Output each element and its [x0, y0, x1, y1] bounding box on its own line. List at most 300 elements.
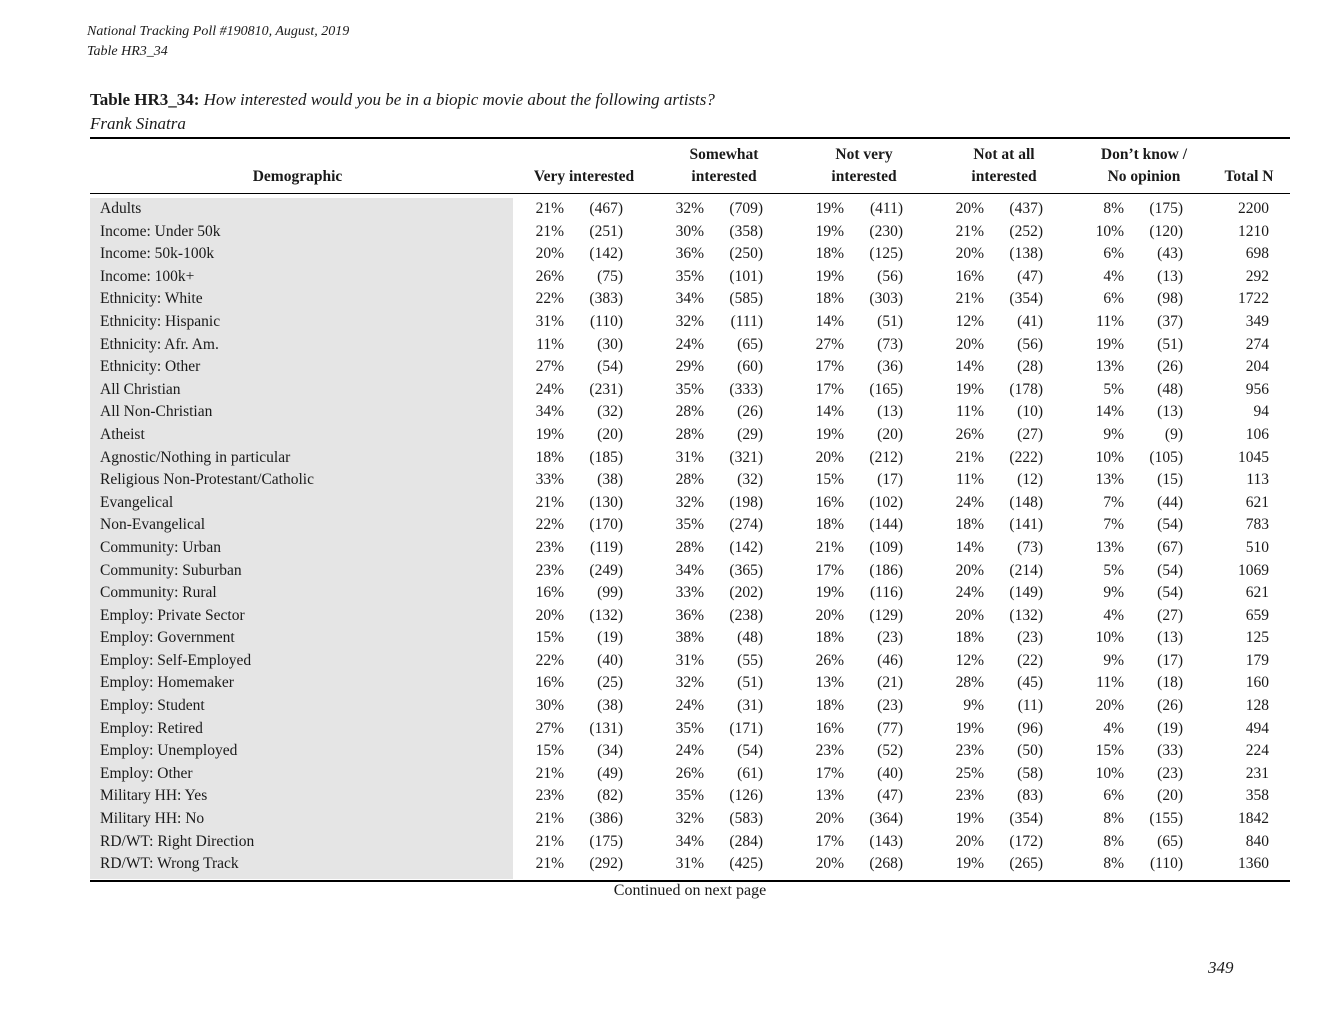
dontknow-pct: 11%: [1096, 674, 1124, 692]
notvery-n: (47): [877, 787, 903, 805]
notatall-n: (83): [1017, 787, 1043, 805]
notvery-pct: 17%: [815, 832, 844, 850]
dontknow-pct: 5%: [1103, 380, 1124, 398]
notatall-n: (28): [1017, 358, 1043, 376]
somewhat-n: (250): [729, 245, 763, 263]
notvery-pct: 19%: [815, 222, 844, 240]
very-n: (142): [589, 245, 623, 263]
very-n: (170): [589, 516, 623, 534]
table-row: [0, 424, 1320, 447]
very-n: (38): [597, 471, 623, 489]
notatall-n: (58): [1017, 764, 1043, 782]
notatall-n: (149): [1009, 584, 1043, 602]
dontknow-pct: 10%: [1095, 222, 1124, 240]
row-label: Adults: [100, 200, 142, 217]
somewhat-pct: 28%: [675, 425, 704, 443]
col-header-very-interested: Very interested: [533, 168, 635, 185]
notvery-pct: 20%: [815, 855, 844, 873]
total-n: 231: [1245, 764, 1269, 782]
total-n: 128: [1245, 697, 1269, 715]
notvery-n: (21): [877, 674, 903, 692]
notatall-n: (12): [1017, 471, 1043, 489]
somewhat-n: (54): [737, 742, 763, 760]
dontknow-pct: 8%: [1103, 832, 1124, 850]
notvery-pct: 19%: [815, 584, 844, 602]
very-n: (25): [597, 674, 623, 692]
row-label: Non-Evangelical: [100, 516, 206, 534]
dontknow-n: (54): [1157, 561, 1183, 579]
total-n: 698: [1245, 245, 1269, 263]
table-row: [0, 243, 1320, 266]
somewhat-n: (65): [737, 335, 763, 353]
somewhat-n: (29): [737, 425, 763, 443]
page-number: 349: [1208, 958, 1234, 977]
very-pct: 30%: [535, 697, 564, 715]
col-header-total-n: Total N: [1224, 168, 1274, 185]
table-row: [0, 763, 1320, 786]
very-pct: 11%: [536, 335, 564, 353]
dontknow-n: (110): [1150, 855, 1183, 873]
somewhat-pct: 35%: [675, 516, 704, 534]
notatall-pct: 9%: [963, 697, 984, 715]
somewhat-n: (333): [729, 380, 763, 398]
row-label: Employ: Private Sector: [100, 606, 245, 624]
notvery-n: (143): [869, 832, 903, 850]
somewhat-n: (126): [729, 787, 763, 805]
total-n: 358: [1245, 787, 1269, 805]
total-n: 94: [1253, 403, 1269, 421]
notatall-n: (45): [1017, 674, 1043, 692]
dontknow-pct: 19%: [1095, 335, 1124, 353]
very-n: (34): [597, 742, 623, 760]
row-label: Income: 50k-100k: [100, 245, 215, 263]
row-label: Income: Under 50k: [100, 222, 221, 240]
notvery-n: (102): [869, 493, 903, 511]
dontknow-pct: 15%: [1095, 742, 1124, 760]
very-pct: 21%: [535, 764, 564, 782]
somewhat-pct: 36%: [675, 245, 704, 263]
dontknow-n: (17): [1157, 651, 1183, 669]
row-label: Community: Suburban: [100, 561, 242, 579]
very-n: (249): [589, 561, 623, 579]
somewhat-pct: 35%: [675, 380, 704, 398]
notatall-pct: 11%: [956, 403, 984, 421]
notvery-pct: 20%: [815, 606, 844, 624]
dontknow-n: (120): [1149, 222, 1183, 240]
continued-note: Continued on next page: [613, 882, 767, 899]
notatall-pct: 19%: [955, 719, 984, 737]
notatall-n: (141): [1009, 516, 1043, 534]
somewhat-n: (31): [737, 697, 763, 715]
row-label: Military HH: No: [100, 810, 205, 828]
col-header-dontknow-line1: Don’t know /: [1100, 146, 1188, 163]
notvery-pct: 18%: [815, 245, 844, 263]
table-row: [0, 537, 1320, 560]
table-row: [0, 785, 1320, 808]
notvery-n: (144): [869, 516, 903, 534]
notatall-pct: 20%: [955, 335, 984, 353]
table-row: [0, 808, 1320, 831]
total-n: 621: [1245, 493, 1269, 511]
notatall-n: (73): [1017, 538, 1043, 556]
somewhat-pct: 33%: [675, 584, 704, 602]
col-header-dontknow-line2: No opinion: [1107, 168, 1181, 185]
table-subtitle: Frank Sinatra: [90, 114, 186, 133]
table-row: [0, 695, 1320, 718]
notvery-pct: 13%: [815, 787, 844, 805]
very-pct: 20%: [535, 606, 564, 624]
notatall-pct: 28%: [955, 674, 984, 692]
somewhat-pct: 38%: [675, 629, 704, 647]
somewhat-pct: 31%: [675, 855, 704, 873]
somewhat-pct: 34%: [675, 832, 704, 850]
total-n: 783: [1245, 516, 1269, 534]
table-title: [90, 88, 715, 111]
total-n: 292: [1245, 267, 1269, 285]
row-label: RD/WT: Right Direction: [100, 832, 255, 850]
total-n: 274: [1245, 335, 1269, 353]
table-row: [0, 582, 1320, 605]
table-row: [0, 740, 1320, 763]
dontknow-pct: 8%: [1103, 810, 1124, 828]
somewhat-n: (51): [737, 674, 763, 692]
very-pct: 21%: [535, 222, 564, 240]
col-header-notvery-line1: Not very: [835, 146, 893, 163]
very-pct: 15%: [535, 629, 564, 647]
notatall-pct: 24%: [955, 493, 984, 511]
total-n: 125: [1245, 629, 1269, 647]
table-row: [0, 469, 1320, 492]
dontknow-pct: 13%: [1095, 538, 1124, 556]
very-n: (40): [597, 651, 623, 669]
row-label: Employ: Homemaker: [100, 674, 234, 692]
very-n: (292): [589, 855, 623, 873]
notatall-pct: 14%: [955, 358, 984, 376]
notvery-n: (364): [869, 810, 903, 828]
notvery-pct: 19%: [815, 267, 844, 285]
very-pct: 21%: [535, 810, 564, 828]
total-n: 1842: [1238, 810, 1269, 828]
very-n: (32): [597, 403, 623, 421]
col-header-notatall-line1: Not at all: [973, 146, 1035, 163]
row-label: Ethnicity: White: [100, 290, 203, 308]
somewhat-pct: 35%: [675, 719, 704, 737]
very-pct: 33%: [535, 471, 564, 489]
notvery-pct: 18%: [815, 516, 844, 534]
somewhat-pct: 32%: [675, 200, 704, 217]
table-row: [0, 447, 1320, 470]
table-row: [0, 560, 1320, 583]
notvery-n: (23): [877, 629, 903, 647]
dontknow-pct: 7%: [1103, 493, 1124, 511]
notatall-pct: 21%: [955, 448, 984, 466]
somewhat-pct: 28%: [675, 403, 704, 421]
report-header-table-id: Table HR3_34: [87, 44, 168, 59]
table-row: [0, 605, 1320, 628]
notatall-n: (354): [1009, 290, 1043, 308]
dontknow-pct: 14%: [1095, 403, 1124, 421]
very-pct: 27%: [535, 358, 564, 376]
notatall-pct: 26%: [955, 425, 984, 443]
notvery-pct: 18%: [815, 697, 844, 715]
notatall-pct: 24%: [955, 584, 984, 602]
somewhat-pct: 32%: [675, 810, 704, 828]
somewhat-n: (274): [729, 516, 763, 534]
table-row: [0, 221, 1320, 244]
dontknow-pct: 9%: [1103, 651, 1124, 669]
notvery-pct: 14%: [815, 312, 844, 330]
notatall-pct: 20%: [955, 245, 984, 263]
dontknow-n: (155): [1149, 810, 1183, 828]
total-n: 1722: [1238, 290, 1269, 308]
dontknow-n: (23): [1157, 764, 1183, 782]
very-n: (38): [597, 697, 623, 715]
dontknow-pct: 11%: [1096, 312, 1124, 330]
somewhat-n: (171): [729, 719, 763, 737]
dontknow-n: (13): [1157, 267, 1183, 285]
notvery-pct: 16%: [815, 719, 844, 737]
dontknow-n: (54): [1157, 584, 1183, 602]
very-n: (49): [597, 764, 623, 782]
total-n: 621: [1245, 584, 1269, 602]
dontknow-n: (13): [1157, 629, 1183, 647]
notatall-n: (47): [1017, 267, 1043, 285]
table-row: [0, 401, 1320, 424]
very-n: (19): [597, 629, 623, 647]
table-row: [0, 853, 1320, 876]
notatall-pct: 23%: [955, 742, 984, 760]
notatall-n: (437): [1009, 200, 1043, 217]
somewhat-pct: 36%: [675, 606, 704, 624]
notvery-n: (40): [877, 764, 903, 782]
very-pct: 21%: [535, 493, 564, 511]
very-n: (110): [590, 312, 623, 330]
notvery-n: (212): [869, 448, 903, 466]
table-header-rule: [90, 193, 1290, 194]
report-header-title: National Tracking Poll #190810, August, 2019: [87, 24, 350, 39]
somewhat-n: (284): [729, 832, 763, 850]
notvery-n: (23): [877, 697, 903, 715]
dontknow-n: (98): [1157, 290, 1183, 308]
row-label: Ethnicity: Other: [100, 358, 201, 376]
very-n: (119): [590, 538, 623, 556]
total-n: 113: [1246, 471, 1269, 489]
somewhat-n: (709): [729, 200, 763, 217]
somewhat-n: (202): [729, 584, 763, 602]
row-label: Employ: Student: [100, 697, 205, 715]
somewhat-n: (358): [729, 222, 763, 240]
dontknow-n: (26): [1157, 358, 1183, 376]
somewhat-n: (32): [737, 471, 763, 489]
somewhat-n: (142): [729, 538, 763, 556]
notvery-pct: 14%: [815, 403, 844, 421]
notatall-pct: 11%: [956, 471, 984, 489]
very-n: (231): [589, 380, 623, 398]
somewhat-pct: 32%: [675, 493, 704, 511]
very-n: (132): [589, 606, 623, 624]
notatall-n: (252): [1009, 222, 1043, 240]
notatall-n: (148): [1009, 493, 1043, 511]
row-label: Religious Non-Protestant/Catholic: [100, 471, 314, 489]
dontknow-pct: 4%: [1103, 267, 1124, 285]
notatall-n: (41): [1017, 312, 1043, 330]
very-pct: 21%: [535, 832, 564, 850]
total-n: 349: [1245, 312, 1269, 330]
total-n: 179: [1245, 651, 1269, 669]
somewhat-n: (101): [729, 267, 763, 285]
dontknow-n: (27): [1157, 606, 1183, 624]
notvery-n: (230): [869, 222, 903, 240]
table-row: [0, 492, 1320, 515]
row-label: All Christian: [100, 380, 181, 398]
notatall-n: (132): [1009, 606, 1043, 624]
notvery-pct: 17%: [815, 380, 844, 398]
dontknow-n: (37): [1157, 312, 1183, 330]
row-label: Income: 100k+: [100, 267, 195, 285]
total-n: 1045: [1238, 448, 1269, 466]
dontknow-pct: 6%: [1103, 245, 1124, 263]
very-n: (251): [589, 222, 623, 240]
total-n: 659: [1245, 606, 1269, 624]
notvery-pct: 15%: [815, 471, 844, 489]
notatall-pct: 19%: [955, 810, 984, 828]
total-n: 1360: [1238, 855, 1269, 873]
notatall-pct: 14%: [955, 538, 984, 556]
dontknow-n: (105): [1149, 448, 1183, 466]
table-row: [0, 311, 1320, 334]
somewhat-n: (585): [729, 290, 763, 308]
table-row: [0, 288, 1320, 311]
notatall-n: (214): [1009, 561, 1043, 579]
row-label: Employ: Retired: [100, 719, 203, 737]
dontknow-pct: 8%: [1103, 855, 1124, 873]
dontknow-n: (9): [1164, 425, 1183, 443]
notvery-pct: 27%: [815, 335, 844, 353]
very-n: (82): [597, 787, 623, 805]
notatall-n: (96): [1017, 719, 1043, 737]
dontknow-n: (175): [1149, 200, 1183, 217]
notvery-pct: 23%: [815, 742, 844, 760]
notvery-pct: 18%: [815, 629, 844, 647]
very-pct: 24%: [535, 380, 564, 398]
dontknow-pct: 6%: [1103, 787, 1124, 805]
dontknow-n: (51): [1157, 335, 1183, 353]
dontknow-n: (26): [1157, 697, 1183, 715]
notatall-pct: 21%: [955, 290, 984, 308]
notvery-n: (36): [877, 358, 903, 376]
table-body: [0, 198, 1320, 876]
notvery-pct: 20%: [815, 810, 844, 828]
table-row: [0, 672, 1320, 695]
very-pct: 21%: [535, 200, 564, 217]
notvery-pct: 17%: [815, 358, 844, 376]
table-row: [0, 718, 1320, 741]
notvery-n: (52): [877, 742, 903, 760]
row-label: All Non-Christian: [100, 403, 213, 421]
somewhat-pct: 31%: [675, 448, 704, 466]
very-pct: 16%: [535, 674, 564, 692]
row-label: Evangelical: [100, 493, 174, 511]
row-label: Ethnicity: Afr. Am.: [100, 335, 219, 353]
notatall-n: (11): [1017, 697, 1043, 715]
notatall-n: (265): [1009, 855, 1043, 873]
very-pct: 23%: [535, 538, 564, 556]
table-row: [0, 266, 1320, 289]
very-pct: 26%: [535, 267, 564, 285]
dontknow-pct: 4%: [1103, 606, 1124, 624]
somewhat-pct: 35%: [675, 787, 704, 805]
very-n: (20): [597, 425, 623, 443]
notatall-n: (222): [1009, 448, 1043, 466]
notvery-pct: 17%: [815, 561, 844, 579]
table-row: [0, 334, 1320, 357]
notatall-n: (10): [1017, 403, 1043, 421]
col-header-notvery-line2: interested: [831, 168, 897, 185]
notvery-n: (411): [870, 200, 903, 217]
notatall-pct: 23%: [955, 787, 984, 805]
table-row: [0, 198, 1320, 221]
very-pct: 34%: [535, 403, 564, 421]
somewhat-n: (198): [729, 493, 763, 511]
table-row: [0, 831, 1320, 854]
somewhat-pct: 35%: [675, 267, 704, 285]
total-n: 956: [1245, 380, 1269, 398]
notvery-n: (46): [877, 651, 903, 669]
dontknow-n: (13): [1157, 403, 1183, 421]
notvery-n: (303): [869, 290, 903, 308]
notvery-pct: 17%: [815, 764, 844, 782]
very-pct: 16%: [535, 584, 564, 602]
col-header-notatall-line2: interested: [971, 168, 1037, 185]
dontknow-pct: 7%: [1103, 516, 1124, 534]
notatall-pct: 19%: [955, 855, 984, 873]
very-pct: 22%: [535, 290, 564, 308]
somewhat-n: (321): [729, 448, 763, 466]
very-n: (386): [589, 810, 623, 828]
table-top-rule: [90, 137, 1290, 139]
total-n: 204: [1245, 358, 1269, 376]
notatall-pct: 21%: [955, 222, 984, 240]
row-label: Employ: Other: [100, 764, 193, 782]
notvery-n: (73): [877, 335, 903, 353]
total-n: 2200: [1238, 200, 1269, 217]
notatall-n: (27): [1017, 425, 1043, 443]
notvery-pct: 19%: [815, 200, 844, 217]
somewhat-n: (365): [729, 561, 763, 579]
table-row: [0, 379, 1320, 402]
somewhat-pct: 32%: [675, 674, 704, 692]
notatall-n: (178): [1009, 380, 1043, 398]
row-label: Employ: Government: [100, 629, 235, 647]
notvery-n: (13): [877, 403, 903, 421]
very-pct: 21%: [535, 855, 564, 873]
somewhat-n: (60): [737, 358, 763, 376]
somewhat-n: (61): [737, 764, 763, 782]
notatall-pct: 19%: [955, 380, 984, 398]
somewhat-pct: 32%: [675, 312, 704, 330]
very-pct: 22%: [535, 516, 564, 534]
somewhat-pct: 34%: [675, 561, 704, 579]
somewhat-n: (583): [729, 810, 763, 828]
total-n: 510: [1245, 538, 1269, 556]
dontknow-n: (18): [1157, 674, 1183, 692]
notvery-n: (17): [877, 471, 903, 489]
notvery-n: (77): [877, 719, 903, 737]
notatall-pct: 12%: [955, 651, 984, 669]
total-n: 106: [1245, 425, 1269, 443]
table-title-question: How interested would you be in a biopic movie about the following artists?: [203, 90, 715, 109]
row-label: Ethnicity: Hispanic: [100, 312, 221, 330]
